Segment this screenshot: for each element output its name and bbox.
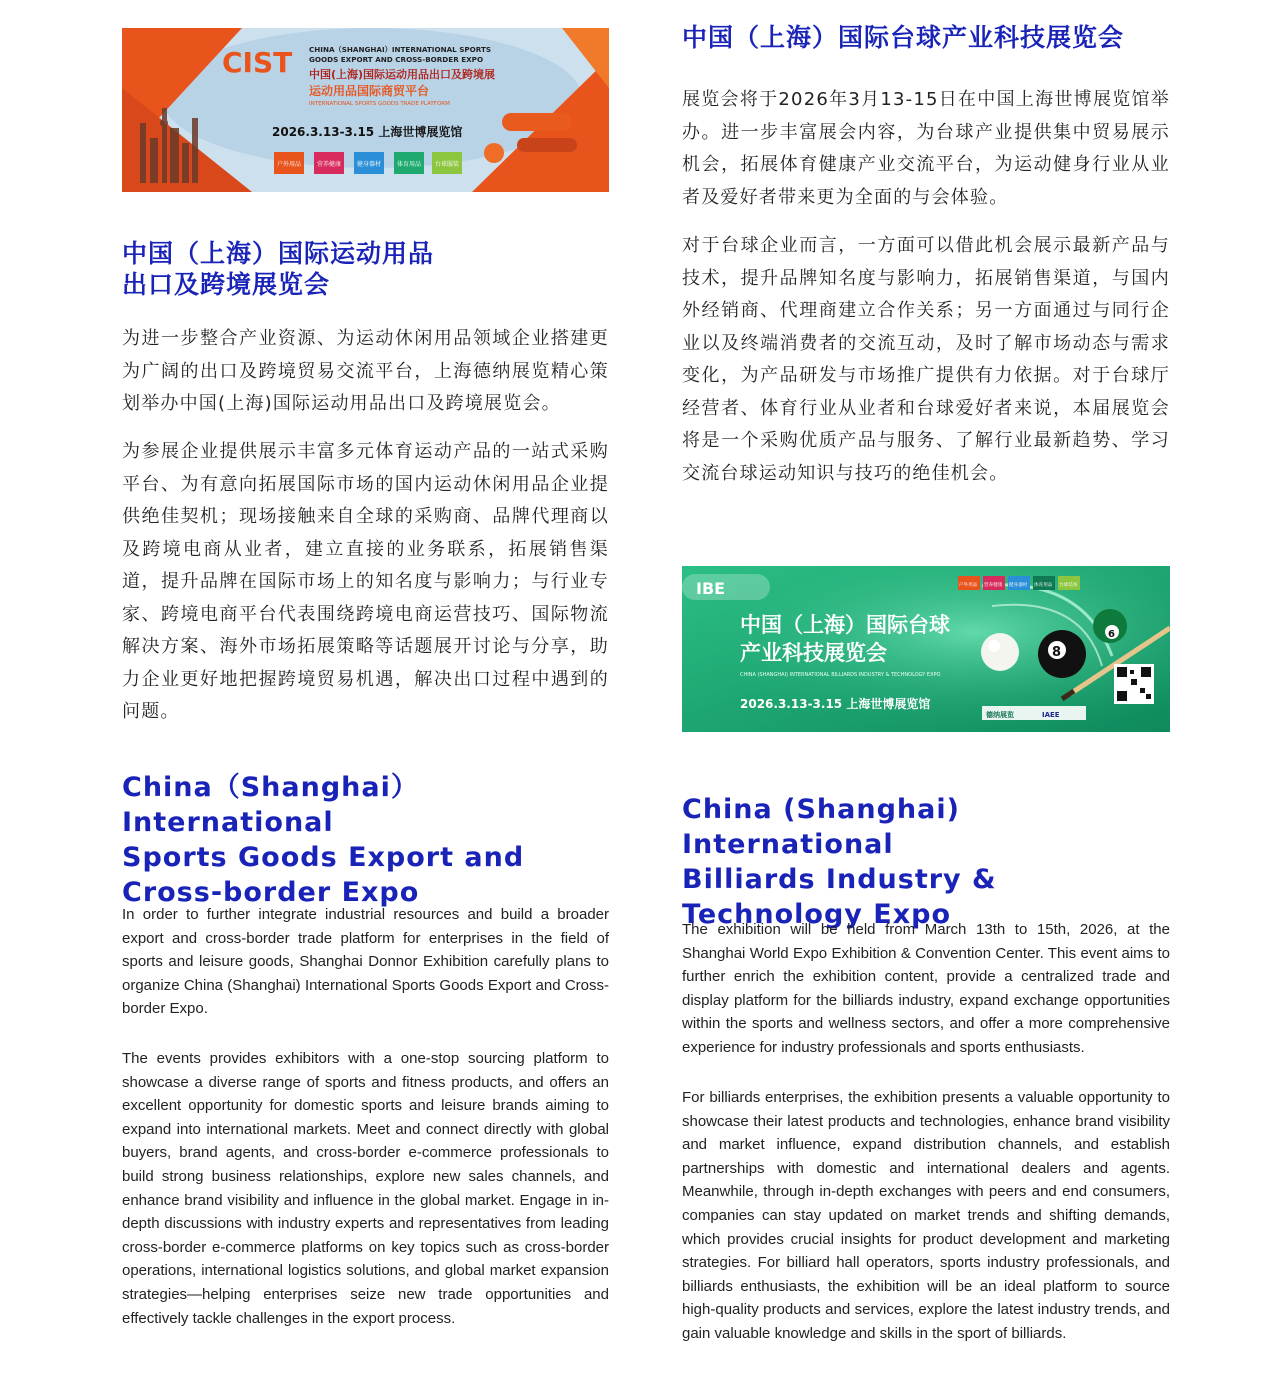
- cist-cn-name: 中国(上海)国际运动用品出口及跨境展: [309, 68, 496, 81]
- ibe-tag-4: 体育用品: [1034, 583, 1053, 588]
- right-cn-para1: 展览会将于2026年3月13-15日在中国上海世博展览馆举办。进一步丰富展会内容，为台球产业提供集中贸易展示机会，拓展体育健康产业交流平台，为运动健身行业从业者及爱好者带来更为全面的与会体验。: [682, 89, 1170, 208]
- cist-tag-1: 户外用品: [277, 161, 302, 168]
- right-en-title-line3: Technology Expo: [682, 899, 952, 930]
- left-en-para2: The events provides exhibitors with a one-stop sourcing platform to showcase a diverse range of sports and fitness products, and offers an excellent opportunity for domestic sports and leisure brands aiming to expand into international markets. Meet and connect directly with global buyers, brand agents, and cross-border e-commerce professionals to build strong business relationships, explore new sales channels, and enhance brand visibility and influence in the global market. Engage in in-depth discussions with industry experts and representatives from leading cross-border e-commerce platforms on key topics such as cross-border operations, international logistics solutions, and global market expansion strategies—helping enterprises seize new trade opportunities and effectively tackle challenges in the export process.: [122, 1050, 609, 1327]
- ibe-banner-art: [682, 566, 1170, 732]
- left-cn-para2: 为参展企业提供展示丰富多元体育运动产品的一站式采购平台、为有意向拓展国际市场的国内运动休闲用品企业提供绝佳契机；现场接触来自全球的采购商、品牌代理商以及跨境电商从业者，建立直接的业务联系，拓展销售渠道，提升品牌在国际市场上的知名度与影响力；与行业专家、跨境电商平台代表围绕跨境电商运营技巧、国际物流解决方案、海外市场拓展策略等话题展开讨论与分享，助力企业更好地把握跨境贸易机遇，解决出口过程中遇到的问题。: [122, 441, 609, 722]
- eight-ball-number: 8: [1052, 645, 1062, 660]
- ibe-title-line1: 中国（上海）国际台球: [740, 613, 950, 637]
- cist-banner: [122, 28, 609, 192]
- right-en-para2: For billiards enterprises, the exhibition presents a valuable opportunity to showcase their latest products and technologies, enhance brand visibility and market influence, expand distribution channels, and establish partnerships with domestic and international dealers and agents. Meanwhile, through in-depth exchanges with peers and end consumers, companies can stay updated on market trends and shifting demands, which provides crucial insights for product development and marketing strategies. For billiard hall operators, sports industry professionals, and billiards enthusiasts, the exhibition will be an ideal platform to source high-quality products and services, explore the latest industry trends, and gain valuable knowledge and skills in the sport of billiards.: [682, 1089, 1170, 1342]
- right-en-title-line2: Billiards Industry &: [682, 864, 997, 895]
- right-en-para1: The exhibition will be held from March 13th to 15th, 2026, at the Shanghai World Expo Exhibition & Convention Center. This event aims to further enrich the exhibition content, provide a centralized trade and display platform for the billiards industry, expand exchange opportunities within the sports and wellness sectors, and offer a more comprehensive experience for industry professionals and sports enthusiasts.: [682, 921, 1170, 1056]
- ibe-title-line2: 产业科技展览会: [740, 641, 887, 665]
- ibe-banner: [682, 566, 1170, 732]
- cist-en-line1: CHINA（SHANGHAI）INTERNATIONAL SPORTS: [309, 45, 492, 54]
- cist-tag-3: 健身器材: [357, 161, 382, 168]
- ibe-footer-logo-1: 德纳展览: [986, 711, 1014, 719]
- right-cn-para2: 对于台球企业而言，一方面可以借此机会展示最新产品与技术，提升品牌知名度与影响力，拓展销售渠道，与国内外经销商、代理商建立合作关系；另一方面通过与同行企业以及终端消费者的交流互动，及时了解市场动态与需求变化，为产品研发与市场推广提供有力依据。对于台球厅经营者、体育行业从业者和台球爱好者来说，本届展览会将是一个采购优质产品与服务、了解行业最新趋势、学习交流台球运动知识与技巧的绝佳机会。: [682, 235, 1170, 484]
- cist-slogan: 运动用品国际商贸平台: [309, 84, 430, 98]
- ibe-tag-5: 台球装备: [1059, 583, 1078, 588]
- ibe-date: 2026.3.13-3.15 上海世博展览馆: [740, 697, 931, 711]
- cist-banner-art: [122, 28, 609, 192]
- ibe-tag-3: 健身器材: [1009, 583, 1028, 588]
- left-cn-para1: 为进一步整合产业资源、为运动休闲用品领域企业搭建更为广阔的出口及跨境贸易交流平台，上海德纳展览精心策划举办中国(上海)国际运动用品出口及跨境展览会。: [122, 328, 609, 414]
- right-en-title-line1: China (Shanghai) International: [682, 794, 960, 860]
- qr-code-icon: [1114, 664, 1154, 704]
- left-cn-title: [122, 238, 609, 300]
- left-en-title: [122, 770, 609, 910]
- ibe-subtitle-en: CHINA (SHANGHAI) INTERNATIONAL BILLIARDS INDUSTRY & TECHNOLOGY EXPO: [740, 672, 941, 678]
- cist-tag-4: 体育用品: [397, 161, 422, 168]
- cist-date: 2026.3.13-3.15 上海世博展览馆: [272, 125, 463, 139]
- cist-tag-5: 台球服装: [435, 161, 460, 168]
- left-cn-title-line1: 中国（上海）国际运动用品: [122, 239, 435, 268]
- right-cn-title: 中国（上海）国际台球产业科技展览会: [682, 23, 1125, 52]
- cist-tags: [274, 152, 462, 174]
- left-en-para1: In order to further integrate industrial resources and build a broader export and cross-border trade platform for enterprises in the field of sports and leisure goods, Shanghai Donnor Exhibition carefully plans to organize China (Shanghai) International Sports Goods Export and Cross-border Expo.: [122, 906, 609, 1018]
- left-en-title-line2: Sports Goods Export and: [122, 842, 525, 873]
- ibe-tag-2: 营养健康: [984, 583, 1003, 588]
- cist-logo: CIST: [222, 46, 293, 79]
- six-ball-number: 6: [1108, 629, 1115, 640]
- ibe-logo: IBE: [696, 579, 726, 598]
- right-en-title: [682, 792, 1170, 932]
- left-en-title-line3: Cross-border Expo: [122, 877, 420, 908]
- ibe-tag-1: 户外用品: [959, 583, 978, 588]
- cist-slogan-en: INTERNATIONAL SPORTS GOODS TRADE PLATFORM: [309, 101, 450, 107]
- ibe-footer-logo-2: IAEE: [1042, 711, 1060, 719]
- left-en-title-line1: China（Shanghai）International: [122, 772, 419, 838]
- ibe-tags: [958, 576, 1080, 590]
- cist-en-line2: GOODS EXPORT AND CROSS-BORDER EXPO: [309, 55, 484, 64]
- cist-tag-2: 营养健康: [317, 161, 342, 168]
- left-cn-title-line2: 出口及跨境展览会: [122, 270, 331, 299]
